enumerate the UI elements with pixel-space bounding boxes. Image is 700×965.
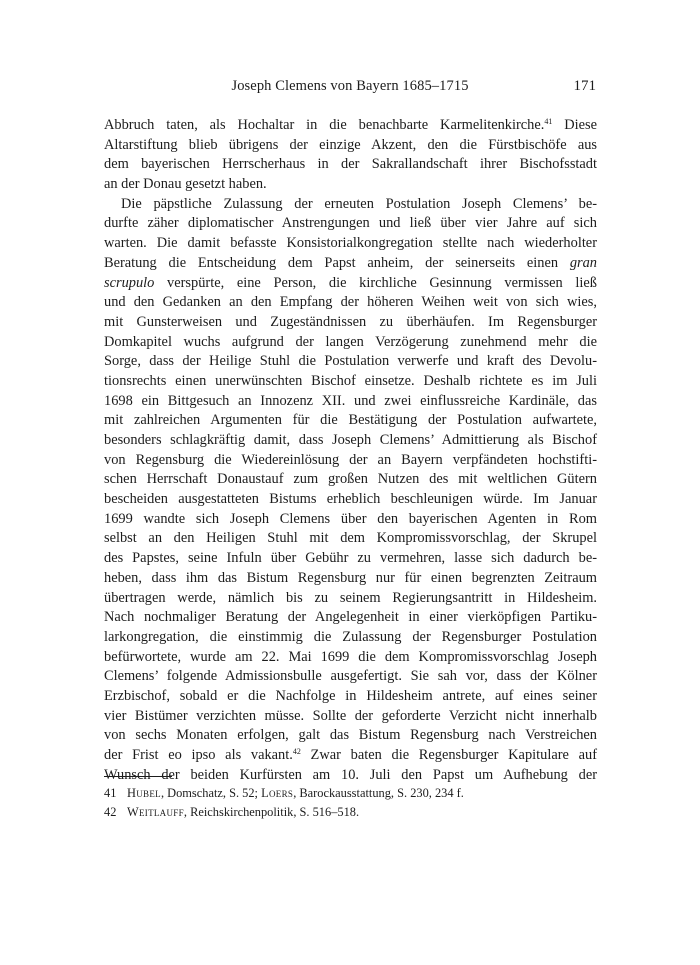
text-line: befürwortete, wurde am 22. Mai 1699 die dem Kompromissvorschlag Joseph bbox=[104, 648, 597, 665]
text-line: Erzbischof, sobald er die Nachfolge in Hildesheim antrete, auf eines seiner bbox=[104, 687, 597, 704]
body-text bbox=[104, 116, 597, 785]
text-line: Wunsch der beiden Kurfürsten am 10. Juli den Papst um Aufhebung der bbox=[104, 766, 597, 783]
footnote-divider bbox=[104, 776, 172, 777]
page-header bbox=[104, 78, 596, 102]
text-line: warten. Die damit befasste Konsistorialkongregation stellte nach wiederholter bbox=[104, 235, 597, 252]
text-line: Clemens’ folgende Admissionsbulle ausgefertigt. Sie sah vor, dass der Kölner bbox=[104, 668, 597, 685]
footnote-ref-42[interactable]: 42 bbox=[292, 747, 301, 756]
footnote-ref-41[interactable]: 41 bbox=[544, 117, 553, 126]
text-line: übertragen werde, nämlich bis zu seinem Regierungsantritt in Hildesheim. bbox=[104, 589, 597, 606]
text-line: Domkapitel wuchs aufgrund der langen Verzögerung zunehmend mehr die bbox=[104, 333, 597, 350]
footnote-42: 42 Weitlauff, Reichskirchenpolitik, S. 516–518. bbox=[104, 803, 597, 822]
text-line: heben, dass ihm das Bistum Regensburg nur für einen begrenzten Zeitraum bbox=[104, 569, 597, 586]
footnotes bbox=[104, 784, 597, 822]
text-line: besonders schlagkräftig damit, dass Joseph Clemens’ Admittierung als Bischof bbox=[104, 432, 597, 448]
text-line: durfte zäher diplomatischer Anstrengungen und ließ über vier Jahre auf sich bbox=[104, 215, 597, 232]
text-line: mit zahlreichen Argumenten für die Bestätigung der Postulation aufwartete, bbox=[104, 412, 597, 429]
text-line: und den Gedanken an den Empfang der höheren Weihen weit von sich wies, bbox=[104, 294, 597, 311]
text-line: an der Donau gesetzt haben. bbox=[104, 176, 267, 193]
footnote-author: Hubel bbox=[127, 786, 161, 800]
text-line: scrupulo verspürte, eine Person, die kirchliche Gesinnung vermissen ließ bbox=[104, 274, 597, 291]
text-line: larkongregation, die einstimmig die Zulassung der Regensburger Postulation bbox=[104, 628, 597, 645]
text-line: Altarstiftung blieb übrigens der einzige Akzent, den die Fürstbischöfe aus bbox=[104, 136, 597, 153]
italic-term: gran bbox=[569, 254, 597, 271]
text-line: bescheiden ausgestatteten Bistums erheblich beschleunigen würde. Im Januar bbox=[104, 491, 597, 508]
footnote-41: 41 Hubel, Domschatz, S. 52; Loers, Barockausstattung, S. 230, 234 f. bbox=[104, 784, 597, 803]
text-line: der Frist eo ipso als vakant.$^{42}$ Zwar baten die Regensburger Kapitulare auf bbox=[104, 747, 597, 763]
text-line: von sechs Monaten erfolgen, galt das Bistum Regensburg nach Verstreichen bbox=[104, 727, 597, 744]
text-line: von Regensburg die Wiedereinlösung der an Bayern verpfändeten hochstifti- bbox=[104, 451, 597, 468]
text-line: vier Bistümer verzichten müsse. Sollte der geforderte Verzicht nicht innerhalb bbox=[104, 707, 597, 724]
text-line: schen Herrschaft Donaustauf zum großen Nutzen des mit weltlichen Gütern bbox=[104, 471, 597, 488]
text-line: selbst an den Heiligen Stuhl mit dem Kompromissvorschlag, der Skrupel bbox=[104, 530, 597, 547]
text-line: Nach nochmaliger Beratung der Angelegenheit in einer vierköpfigen Partiku- bbox=[104, 609, 597, 626]
text-line: Abbruch taten, als Hochaltar in die benachbarte Karmelitenkirche.$^{41}$ Diese bbox=[104, 117, 597, 133]
text-line: 1699 wandte sich Joseph Clemens über den bayerischen Agenten in Rom bbox=[104, 510, 597, 527]
text-line: tionsrechts einen unerwünschten Bischof einsetze. Deshalb richtete es im Juli bbox=[104, 372, 597, 389]
footnote-number: 42 bbox=[104, 805, 117, 819]
footnote-author: Weitlauff bbox=[127, 805, 184, 819]
italic-term: scrupulo bbox=[104, 274, 155, 291]
text-line: dem bayerischen Herrscherhaus in der Sakrallandschaft ihrer Bischofsstadt bbox=[104, 156, 597, 173]
footnote-number: 41 bbox=[104, 786, 117, 800]
text-line: Sorge, dass der Heilige Stuhl die Postulation verwerfe und kraft des Devolu- bbox=[104, 353, 597, 370]
text-line: mit Gunsterweisen und Zugeständnissen zu überhäufen. Im Regensburger bbox=[104, 313, 597, 330]
text-line: Beratung die Entscheidung dem Papst anheim, der seinerseits einen gran bbox=[104, 254, 597, 271]
text-line: des Papstes, seine Infuln über Gebühr zu vermehren, lasse sich dadurch be- bbox=[104, 550, 597, 567]
footnote-author: Loers bbox=[261, 786, 294, 800]
running-title: Joseph Clemens von Bayern 1685–1715 bbox=[231, 78, 469, 94]
page-number: 171 bbox=[573, 78, 596, 94]
paragraph-start: Die päpstliche Zulassung der erneuten Postulation Joseph Clemens’ be- bbox=[121, 195, 597, 212]
text-line: 1698 ein Bittgesuch an Innozenz XII. und zwei einflussreiche Kardinäle, das bbox=[104, 392, 597, 409]
